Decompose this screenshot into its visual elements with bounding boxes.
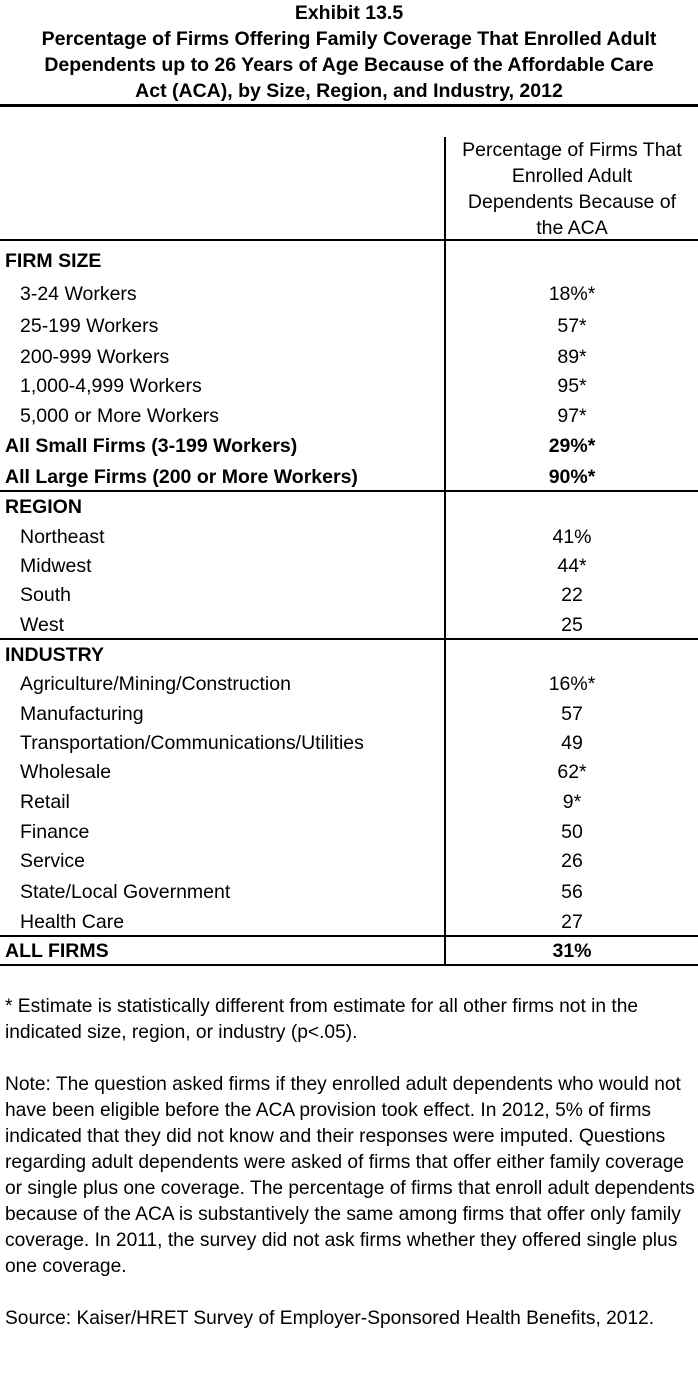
methodology-note: Note: The question asked firms if they enrolled adult dependents who would not have been eligible before the ACA provision took effect. In 2012, 5% of firms indicated that they did not know and their responses were imputed. Questions regarding adult dependents were asked of firms that offer either family coverage or single plus one coverage. The percentage of firms that enroll adult dependents because of the ACA is substantively the same among firms that offer only family coverage. In 2011, the survey did not ask firms whether they offered single plus one coverage. — [5, 1074, 695, 1277]
row-label: Service — [20, 850, 86, 872]
row-value: 26 — [561, 850, 583, 872]
row-value: 97* — [557, 405, 587, 427]
row-label: Manufacturing — [20, 703, 144, 725]
title-line: Act (ACA), by Size, Region, and Industry, 2012 — [135, 80, 563, 102]
row-label: Agriculture/Mining/Construction — [20, 673, 291, 695]
row-label: Northeast — [20, 526, 105, 548]
table-row — [0, 732, 698, 762]
table-row — [0, 283, 698, 313]
row-label: West — [20, 614, 65, 636]
row-label: 5,000 or More Workers — [20, 405, 220, 427]
row-label: 200-999 Workers — [20, 346, 170, 368]
row-value: 57 — [561, 703, 583, 725]
row-label: Finance — [20, 821, 90, 843]
row-value: 56 — [561, 881, 583, 903]
section-heading: REGION — [5, 496, 82, 518]
row-label: 3-24 Workers — [20, 283, 137, 305]
row-value: 27 — [561, 911, 583, 933]
title-line: Percentage of Firms Offering Family Coverage That Enrolled Adult — [41, 28, 657, 50]
significance-footnote: * Estimate is statistically different from estimate for all other firms not in the indicated size, region, or industry (p<.05). — [5, 996, 639, 1043]
row-value: 18%* — [548, 283, 596, 305]
table-row — [0, 761, 698, 791]
table-row — [0, 703, 698, 733]
table-row — [0, 821, 698, 851]
table-row — [0, 555, 698, 585]
row-value: 31% — [552, 940, 592, 962]
exhibit-title — [0, 0, 698, 104]
title-line: Dependents up to 26 Years of Age Because of the Affordable Care — [44, 54, 654, 76]
table-row — [0, 526, 698, 556]
row-label: State/Local Government — [20, 881, 231, 903]
row-value: 62* — [557, 761, 587, 783]
row-value: 44* — [557, 555, 587, 577]
row-value: 22 — [561, 584, 583, 606]
column-header-line: Dependents Because of — [467, 191, 677, 213]
title-line: Exhibit 13.5 — [294, 2, 404, 24]
section-heading-industry — [0, 644, 698, 674]
row-label: Retail — [20, 791, 70, 813]
table-row — [0, 881, 698, 911]
column-header — [446, 137, 698, 241]
table-row — [0, 584, 698, 614]
table-row — [0, 911, 698, 941]
column-header-line: Enrolled Adult — [511, 165, 633, 187]
section-heading-firm-size — [0, 250, 698, 280]
title-rule — [0, 104, 698, 107]
row-label: Transportation/Communications/Utilities — [20, 732, 364, 754]
table-row-all-firms — [0, 940, 698, 970]
table-row — [0, 315, 698, 345]
row-label: Midwest — [20, 555, 92, 577]
row-value: 9* — [562, 791, 582, 813]
row-label: South — [20, 584, 71, 606]
column-header-line: the ACA — [536, 217, 608, 239]
row-label: 25-199 Workers — [20, 315, 159, 337]
row-value: 57* — [557, 315, 587, 337]
table-row — [0, 614, 698, 644]
table-row — [0, 850, 698, 880]
section-heading: INDUSTRY — [5, 644, 104, 666]
row-value: 49 — [561, 732, 583, 754]
row-value: 16%* — [548, 673, 596, 695]
row-label: 1,000-4,999 Workers — [20, 375, 202, 397]
row-value: 41% — [552, 526, 592, 548]
row-label: Wholesale — [20, 761, 112, 783]
row-value: 25 — [561, 614, 583, 636]
table-row-subtotal — [0, 435, 698, 465]
table-row-subtotal — [0, 466, 698, 496]
row-label: All Large Firms (200 or More Workers) — [5, 466, 358, 488]
row-value: 89* — [557, 346, 587, 368]
row-label: ALL FIRMS — [5, 940, 109, 962]
row-value: 95* — [557, 375, 587, 397]
row-label: Health Care — [20, 911, 125, 933]
table-row — [0, 405, 698, 435]
section-heading: FIRM SIZE — [5, 250, 102, 272]
column-header-line: Percentage of Firms That — [462, 139, 682, 161]
table-row — [0, 375, 698, 405]
row-value: 50 — [561, 821, 583, 843]
table-row — [0, 346, 698, 376]
footnotes — [5, 994, 695, 1332]
table-row — [0, 791, 698, 821]
section-heading-region — [0, 496, 698, 526]
table-row — [0, 673, 698, 703]
row-label: All Small Firms (3-199 Workers) — [5, 435, 298, 457]
row-value: 29%* — [548, 435, 596, 457]
row-value: 90%* — [548, 466, 596, 488]
source-note: Source: Kaiser/HRET Survey of Employer-Sponsored Health Benefits, 2012. — [5, 1308, 655, 1329]
